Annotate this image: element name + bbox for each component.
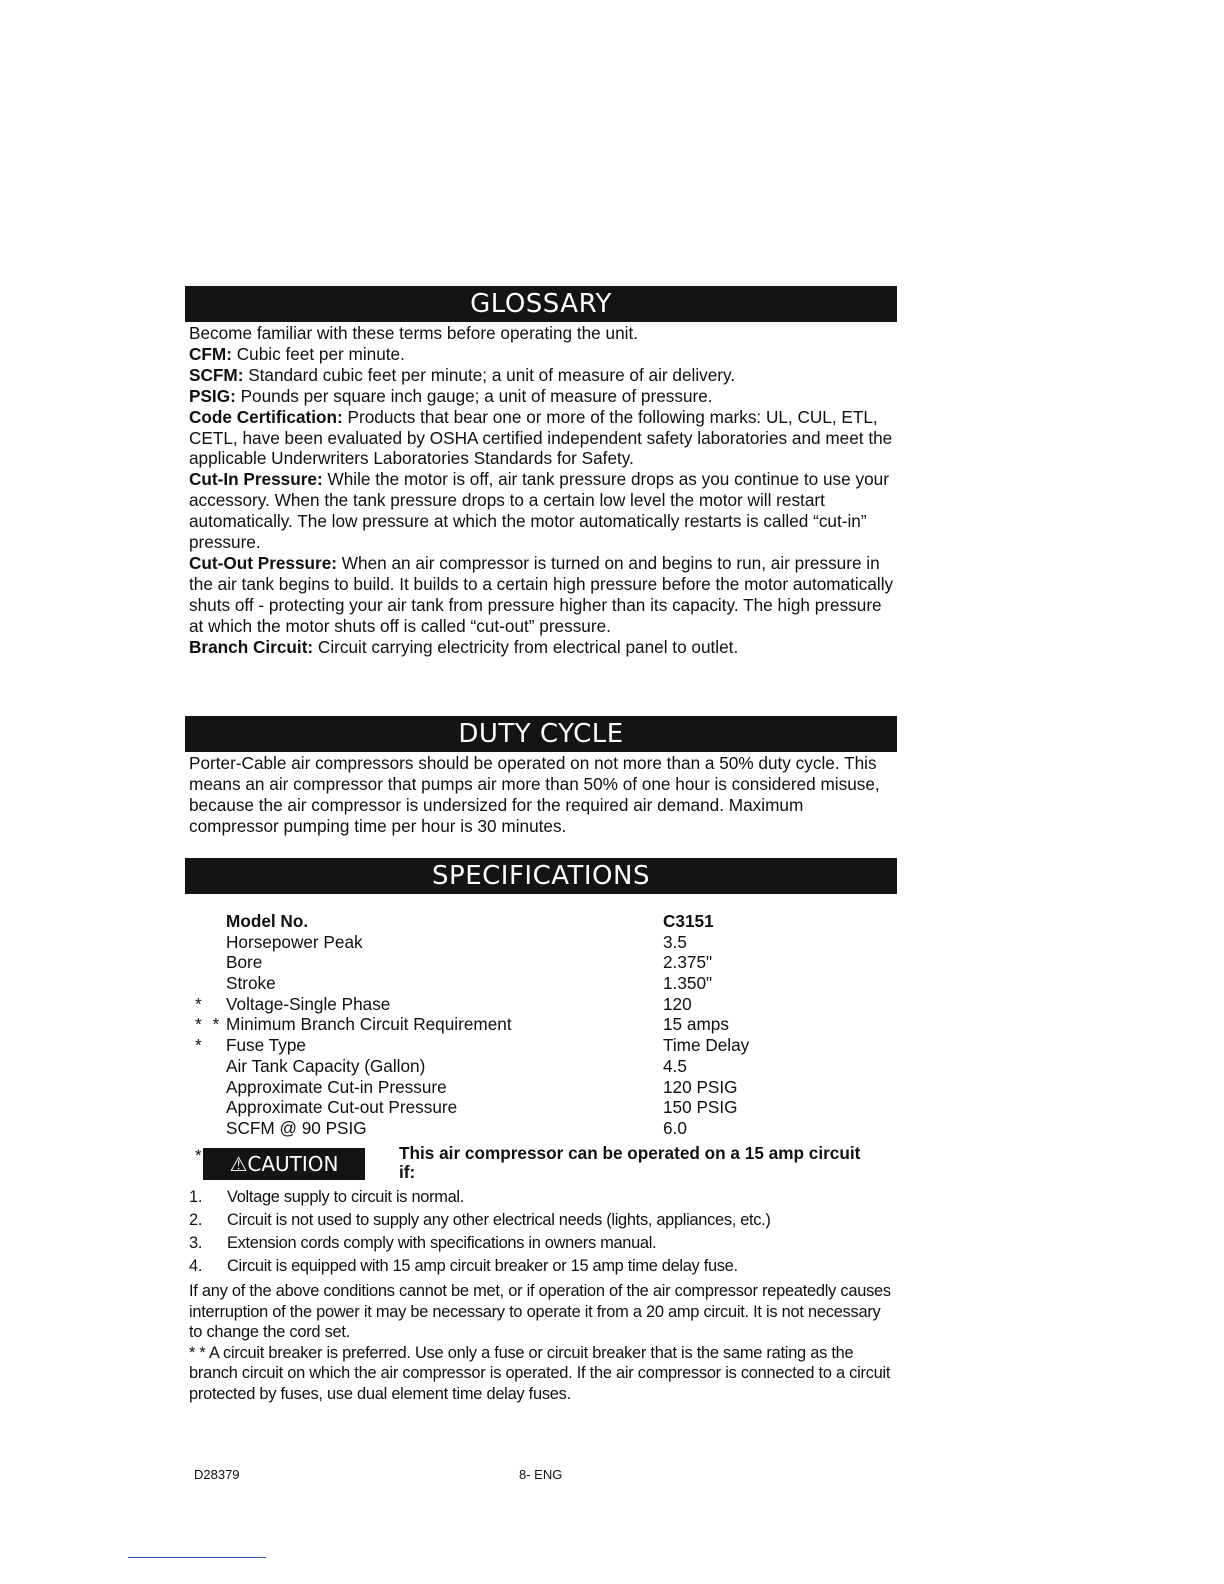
list-text: Voltage supply to circuit is normal. (227, 1188, 464, 1206)
spec-value: 15 amps (663, 1014, 729, 1035)
spec-label: Approximate Cut-in Pressure (226, 1076, 447, 1097)
spec-row (189, 1118, 894, 1139)
footer-doc-number: D28379 (194, 1467, 240, 1482)
caution-star: * (195, 1146, 202, 1165)
term-label: Cut-In Pressure: (189, 469, 323, 490)
spec-label: Voltage-Single Phase (226, 993, 391, 1014)
glossary-term-cut-out-pressure (189, 553, 894, 637)
spec-header-value: C3151 (663, 911, 714, 931)
specifications-heading: SPECIFICATIONS (185, 858, 897, 894)
spec-header-row (189, 911, 894, 932)
glossary-term-psig (189, 386, 894, 407)
term-definition: While the motor is off, air tank pressure drops as you continue to use your accessory. When the tank pressure drops to a certain low level the motor will restart automatically. The low pressure at which the motor automatically restarts is called “cut-in” pressure. (189, 469, 889, 553)
caution-note-2: * * A circuit breaker is preferred. Use only a fuse or circuit breaker that is the same rating as the branch circuit on which the air compressor is operated. If the air compressor is connected to a circuit protected by fuses, use dual element time delay fuses. (189, 1343, 891, 1403)
specifications-table (189, 911, 894, 1139)
spec-label: Fuse Type (226, 1035, 306, 1056)
list-text: Circuit is equipped with 15 amp circuit breaker or 15 amp time delay fuse. (227, 1257, 738, 1275)
spec-row (189, 952, 894, 973)
spec-label: Minimum Branch Circuit Requirement (226, 1014, 512, 1035)
glossary-heading: GLOSSARY (185, 286, 897, 322)
spec-value: 1.350" (663, 973, 713, 994)
spec-value: 4.5 (663, 1055, 687, 1076)
spec-value: 6.0 (663, 1117, 687, 1138)
list-number: 2. (189, 1211, 203, 1229)
list-item (189, 1232, 894, 1255)
term-label: SCFM: (189, 364, 244, 385)
term-label: Code Certification: (189, 406, 343, 427)
term-label: PSIG: (189, 385, 236, 406)
spec-label: Approximate Cut-out Pressure (226, 1097, 458, 1118)
list-text: Extension cords comply with specifications in owners manual. (227, 1234, 657, 1252)
spec-row (189, 973, 894, 994)
spec-value: 120 PSIG (663, 1076, 738, 1097)
glossary-term-scfm (189, 365, 894, 386)
spec-star: * (195, 993, 205, 1014)
glossary-body (189, 323, 894, 658)
caution-note-1: If any of the above conditions cannot be met, or if operation of the air compressor repeatedly causes interruption of the power it may be necessary to operate it from a 20 amp circuit. It is not necessary to change the cord set. (189, 1282, 891, 1342)
spec-label: Horsepower Peak (226, 931, 363, 952)
duty-cycle-body (189, 753, 894, 837)
spec-row (189, 1014, 894, 1035)
duty-cycle-heading: DUTY CYCLE (185, 716, 897, 752)
spec-star: * (195, 1035, 205, 1056)
spec-value: 3.5 (663, 931, 687, 952)
glossary-term-code-certification (189, 407, 894, 470)
list-item (189, 1209, 894, 1232)
term-definition: Products that bear one or more of the following marks: UL, CUL, ETL, CETL, have been evaluated by OSHA certified independent safety laboratories and meet the applicable Underwriters Laboratories Standards for Safety. (189, 406, 893, 469)
spec-value: 150 PSIG (663, 1097, 738, 1118)
spec-row (189, 932, 894, 953)
caution-conditions (189, 1186, 894, 1278)
caution-text: This air compressor can be operated on a 15 amp circuit if: (399, 1143, 861, 1182)
term-definition: Circuit carrying electricity from electrical panel to outlet. (313, 636, 739, 657)
term-label: Branch Circuit: (189, 636, 314, 657)
spec-row (189, 1077, 894, 1098)
spec-row (189, 1097, 894, 1118)
duty-cycle-text: Porter-Cable air compressors should be operated on not more than a 50% duty cycle. This means an air compressor that pumps air more than 50% of one hour is considered misuse, because the air compressor is undersized for the required air demand. Maximum compressor pumping time per hour is 30 minutes. (189, 753, 880, 836)
term-definition: When an air compressor is turned on and begins to run, air pressure in the air tank begins to build. It builds to a certain high pressure before the motor automatically shuts off - protecting your air tank from pressure higher than its capacity. The high pressure at which the motor shuts off is called “cut-out” pressure. (189, 552, 894, 636)
list-item (189, 1255, 894, 1278)
caution-notes (189, 1281, 894, 1405)
glossary-term-cfm (189, 344, 894, 365)
spec-label: SCFM @ 90 PSIG (226, 1117, 367, 1138)
list-text: Circuit is not used to supply any other electrical needs (lights, appliances, etc.) (227, 1211, 771, 1229)
spec-value: 120 (663, 993, 692, 1014)
list-number: 4. (189, 1257, 203, 1275)
list-number: 1. (189, 1188, 203, 1206)
footer-page-number: 8- ENG (519, 1467, 563, 1482)
spec-row (189, 994, 894, 1015)
list-item (189, 1186, 894, 1209)
footer-rule (128, 1557, 266, 1558)
glossary-term-branch-circuit (189, 637, 894, 658)
spec-value: 2.375" (663, 952, 713, 973)
spec-row (189, 1056, 894, 1077)
glossary-term-cut-in-pressure (189, 469, 894, 553)
term-definition: Cubic feet per minute. (231, 343, 405, 364)
spec-label: Stroke (226, 973, 276, 994)
term-definition: Standard cubic feet per minute; a unit of measure of air delivery. (243, 364, 736, 385)
term-label: CFM: (189, 343, 232, 364)
list-number: 3. (189, 1234, 203, 1252)
spec-header-label: Model No. (226, 911, 309, 931)
spec-value: Time Delay (663, 1035, 750, 1056)
glossary-intro: Become familiar with these terms before operating the unit. (189, 323, 639, 343)
caution-badge: ⚠CAUTION (203, 1148, 365, 1180)
term-label: Cut-Out Pressure: (189, 552, 338, 573)
spec-label: Bore (226, 952, 263, 973)
spec-row (189, 1035, 894, 1056)
spec-star: * * (195, 1014, 223, 1035)
term-definition: Pounds per square inch gauge; a unit of measure of pressure. (235, 385, 713, 406)
spec-label: Air Tank Capacity (Gallon) (226, 1055, 426, 1076)
